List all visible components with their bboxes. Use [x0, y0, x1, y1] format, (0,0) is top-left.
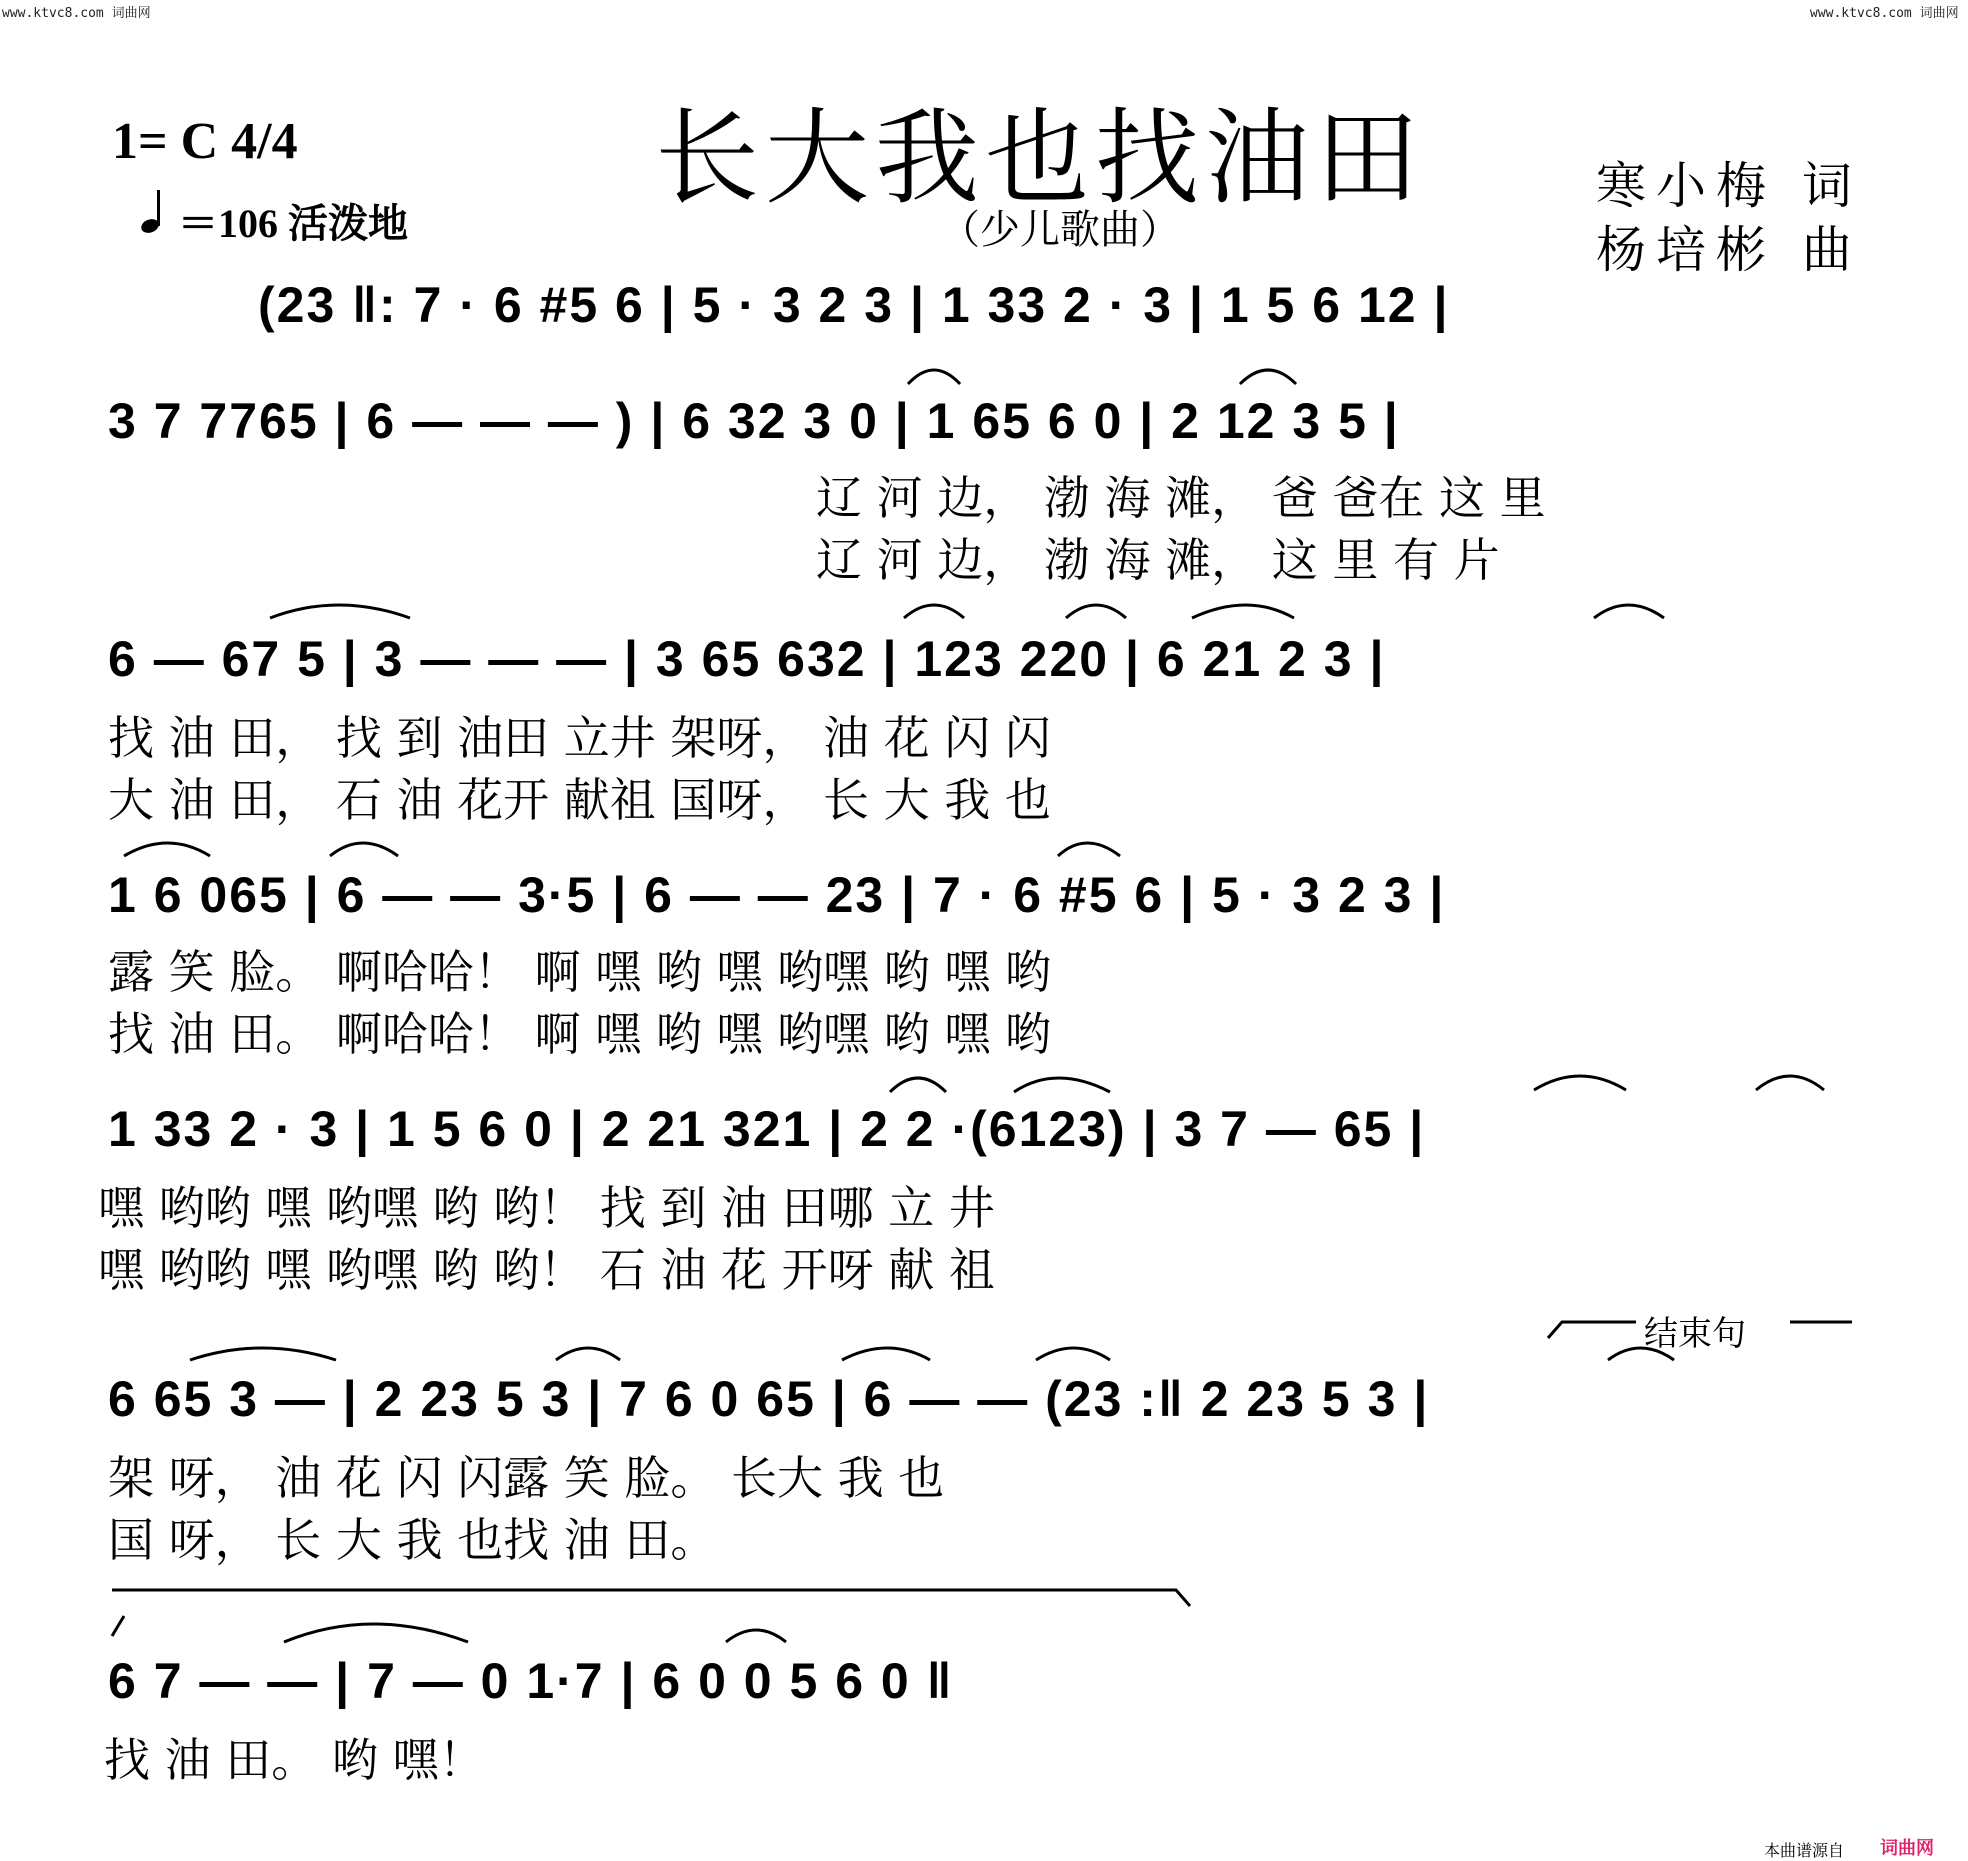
slur [1534, 1076, 1626, 1090]
row-7-bracket-top [112, 1590, 1190, 1606]
key-signature: 1= C 4/4 [112, 113, 298, 170]
notation-row-2: 3 7 7765 | 6 — — — ) | 6 32 3 0 | 1 65 6 0 | 2 12 3 5 | [108, 393, 1400, 449]
notation-row-4: 1 6 065 | 6 — — 3·5 | 6 — — 23 | 7 · 6 #5 6 | 5 · 3 2 3 | [108, 867, 1446, 923]
lyrics-row-3-verse-1: 找 油 田， 找 到 油田 立井 架呀， 油 花 闪 闪 [108, 711, 1051, 765]
notation-row-1: (23 ‖: 7 · 6 #5 6 | 5 · 3 2 3 | 1 33 2 · 3 | 1 5 6 12 | [258, 277, 1450, 333]
slur [908, 370, 960, 384]
slur [124, 843, 210, 856]
slur [842, 1348, 930, 1360]
watermark-right: www.ktvc8.com 词曲网 [1810, 6, 1959, 21]
slur [1192, 605, 1294, 618]
slur [556, 1348, 620, 1360]
slur [1240, 370, 1296, 384]
notation-row-3: 6 — 67 5 | 3 — — — | 3 65 632 | 123 220 | 6 21 2 3 | [108, 631, 1386, 687]
slur [270, 605, 410, 618]
lyrics-row-6-verse-1: 架 呀， 油 花 闪 闪露 笑 脸。 长大 我 也 [108, 1451, 945, 1505]
notation-row-7: 6 7 — — | 7 — 0 1·7 | 6 0 0 5 6 0 ‖ [108, 1653, 954, 1709]
lyrics-row-4-verse-2: 找 油 田。 啊哈哈！ 啊 嘿 哟 嘿 哟嘿 哟 嘿 哟 [108, 1007, 1051, 1061]
slur [284, 1624, 468, 1642]
row-7-bracket-left [112, 1616, 124, 1636]
ending-phrase-label: 结束句 [1644, 1314, 1746, 1354]
tempo-marking: ＝106 活泼地 [178, 201, 408, 246]
slur [890, 1078, 946, 1092]
watermark-left: www.ktvc8.com 词曲网 [2, 6, 151, 21]
slur [1014, 1078, 1110, 1092]
notation-row-5: 1 33 2 · 3 | 1 5 6 0 | 2 21 321 | 2 2 ·(6123) | 3 7 — 65 | [108, 1101, 1426, 1157]
composer-credit: 杨培彬 曲 [1596, 221, 1862, 279]
lyrics-row-3-verse-2: 大 油 田， 石 油 花开 献祖 国呀， 长 大 我 也 [108, 773, 1051, 827]
ending-bracket-line [1548, 1322, 1636, 1338]
slur [330, 843, 398, 856]
lyrics-row-5-verse-1: 嘿 哟哟 嘿 哟嘿 哟 哟！ 找 到 油 田哪 立 井 [98, 1181, 995, 1235]
notation-row-6: 6 65 3 — | 2 23 5 3 | 7 6 0 65 | 6 — — (23 :‖ 2 23 5 3 | [108, 1371, 1430, 1427]
slur [1594, 605, 1664, 618]
lyrics-row-6-verse-2: 国 呀， 长 大 我 也找 油 田。 [108, 1513, 717, 1567]
lyrics-row-7: 找 油 田。 哟 嘿！ [104, 1733, 485, 1787]
song-title: 长大我也找油田 [654, 97, 1425, 219]
site-logo[interactable] [1880, 1834, 1968, 1860]
site-logo-text: 词曲网 [1880, 1838, 1934, 1859]
lyricist-credit: 寒小梅 词 [1596, 157, 1862, 215]
lyrics-row-4-verse-1: 露 笑 脸。 啊哈哈！ 啊 嘿 哟 嘿 哟嘿 哟 嘿 哟 [108, 945, 1051, 999]
slur [1058, 843, 1120, 856]
footer-source-text: 本曲谱源自 [1764, 1841, 1845, 1860]
lyrics-row-2-verse-1: 辽 河 边， 渤 海 滩， 爸 爸在 这 里 [816, 471, 1546, 525]
lyrics-row-5-verse-2: 嘿 哟哟 嘿 哟嘿 哟 哟！ 石 油 花 开呀 献 祖 [98, 1243, 995, 1297]
slur [1066, 605, 1126, 618]
slur [190, 1348, 336, 1360]
lyrics-row-2-verse-2: 辽 河 边， 渤 海 滩， 这 里 有 片 [816, 533, 1500, 587]
song-subtitle: （少儿歌曲） [940, 207, 1180, 253]
slur [726, 1630, 786, 1642]
slur [1036, 1348, 1110, 1360]
slur [1756, 1076, 1824, 1090]
quarter-note-icon [140, 188, 170, 234]
slur [904, 605, 964, 618]
